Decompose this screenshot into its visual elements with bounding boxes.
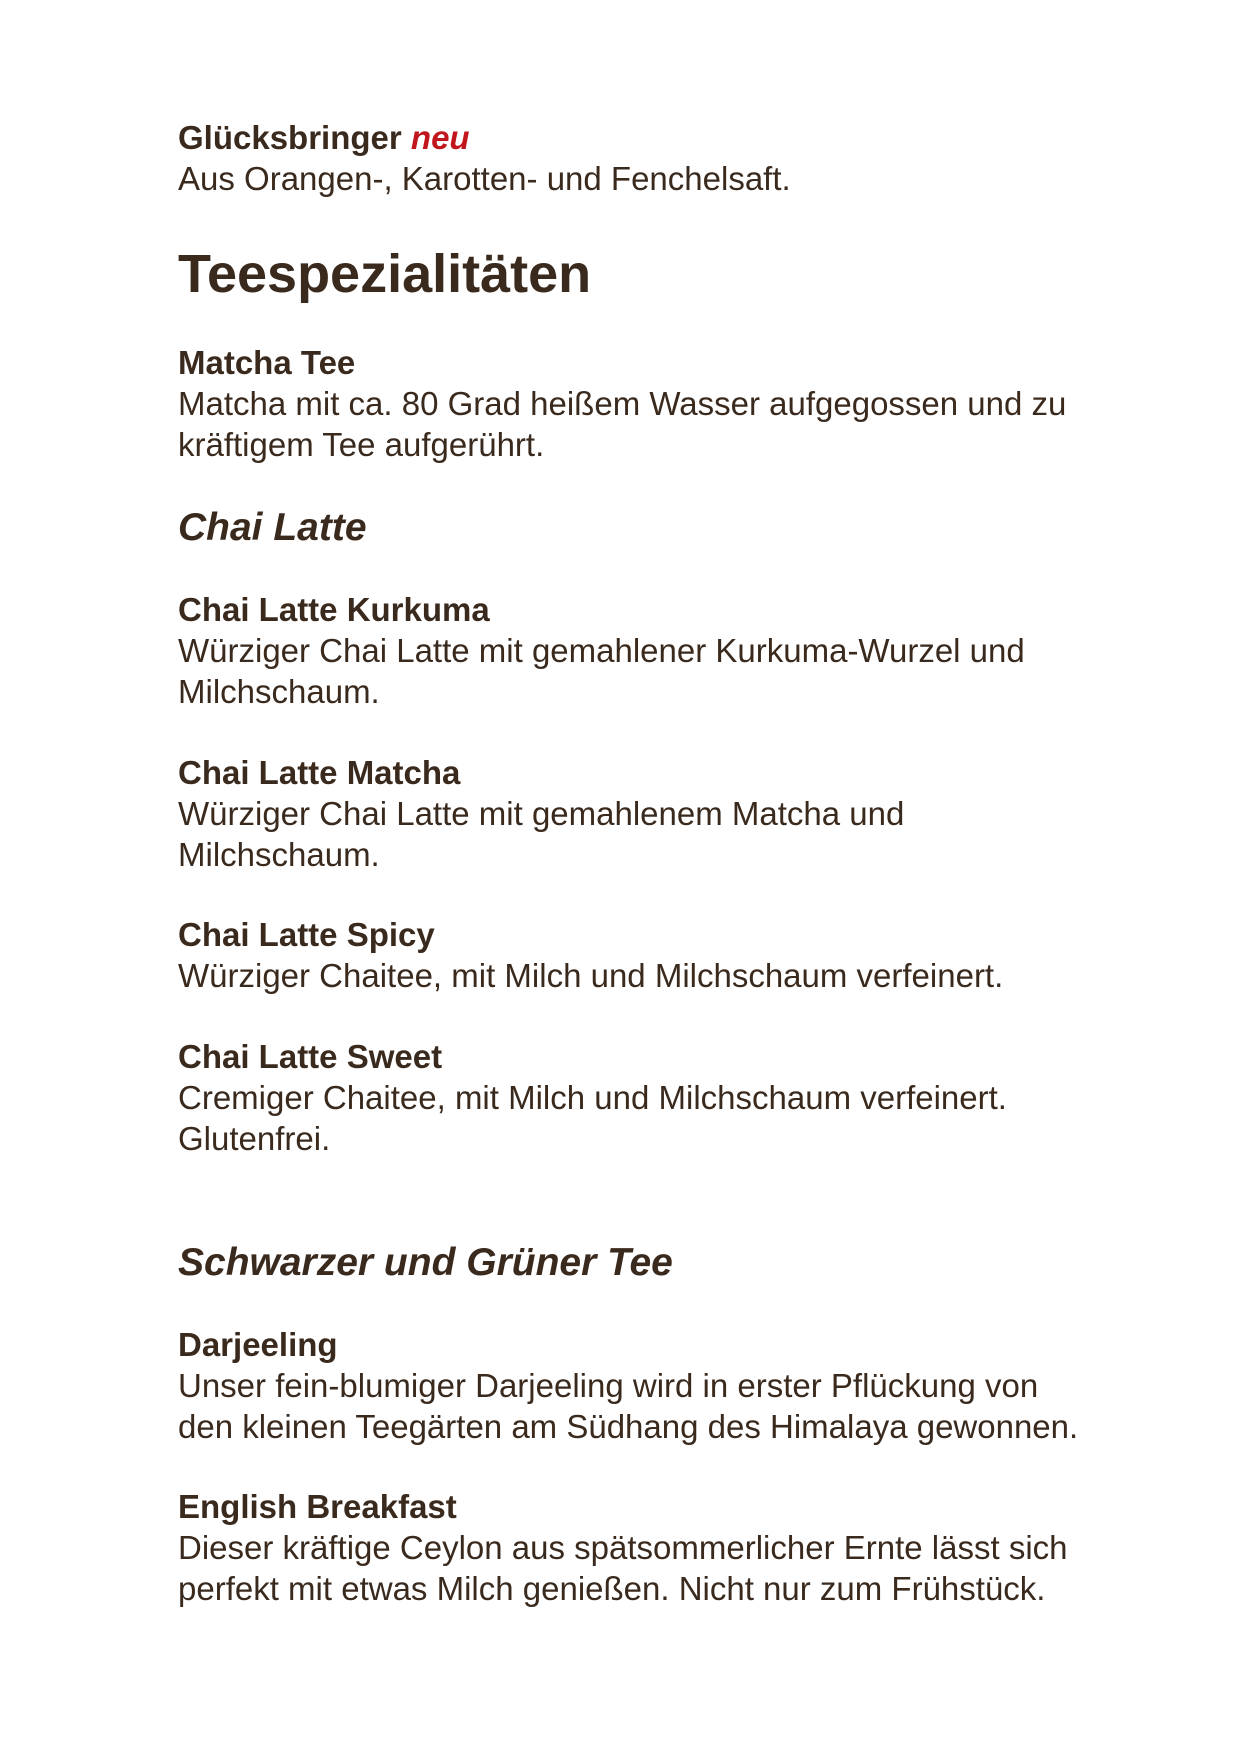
menu-item-title: Chai Latte Sweet (178, 1038, 443, 1075)
menu-item-title: Matcha Tee (178, 344, 356, 381)
menu-item-darjeeling (178, 1325, 1178, 1447)
menu-item-description: Cremiger Chaitee, mit Milch und Milchschaum verfeinert. Glutenfrei. (178, 1079, 1007, 1157)
section-heading-schwarzer-gruener-tee: Schwarzer und Grüner Tee (178, 1241, 673, 1284)
menu-item-title: Darjeeling (178, 1326, 338, 1363)
menu-item-matcha-tee (178, 343, 1178, 465)
menu-item-description: Dieser kräftige Ceylon aus spätsommerlicher Ernte lässt sich perfekt mit etwas Milch genießen. Nicht nur zum Frühstück. (178, 1529, 1068, 1607)
section-heading-chai-latte: Chai Latte (178, 506, 367, 549)
menu-item-title: Chai Latte Spicy (178, 916, 435, 953)
menu-item-description: Aus Orangen-, Karotten- und Fenchelsaft. (178, 160, 791, 197)
menu-item-chai-kurkuma (178, 590, 1178, 712)
menu-item-english-breakfast (178, 1487, 1178, 1609)
menu-item-title: Chai Latte Kurkuma (178, 591, 490, 628)
menu-item-description: Unser fein-blumiger Darjeeling wird in erster Pflückung von den kleinen Teegärten am Südhang des Himalaya gewonnen. (178, 1367, 1079, 1445)
menu-item-chai-matcha (178, 753, 1178, 875)
menu-item-title: Chai Latte Matcha (178, 754, 461, 791)
menu-item-description: Würziger Chai Latte mit gemahlener Kurkuma-Wurzel und Milchschaum. (178, 632, 1025, 710)
menu-item-description: Würziger Chai Latte mit gemahlenem Matcha und Milchschaum. (178, 795, 905, 873)
menu-item-title (178, 118, 1178, 158)
menu-item-description: Würziger Chaitee, mit Milch und Milchschaum verfeinert. (178, 957, 1004, 994)
item-title-text: Glücksbringer (178, 119, 402, 156)
section-heading-teespezialitaeten: Teespezialitäten (178, 244, 592, 304)
menu-item-chai-spicy (178, 915, 1178, 996)
menu-item-gluecksbringer (178, 118, 1178, 199)
menu-item-title: English Breakfast (178, 1488, 457, 1525)
new-badge: neu (410, 119, 470, 156)
menu-item-chai-sweet (178, 1037, 1178, 1159)
menu-item-description: Matcha mit ca. 80 Grad heißem Wasser aufgegossen und zu kräftigem Tee aufgerührt. (178, 385, 1067, 463)
